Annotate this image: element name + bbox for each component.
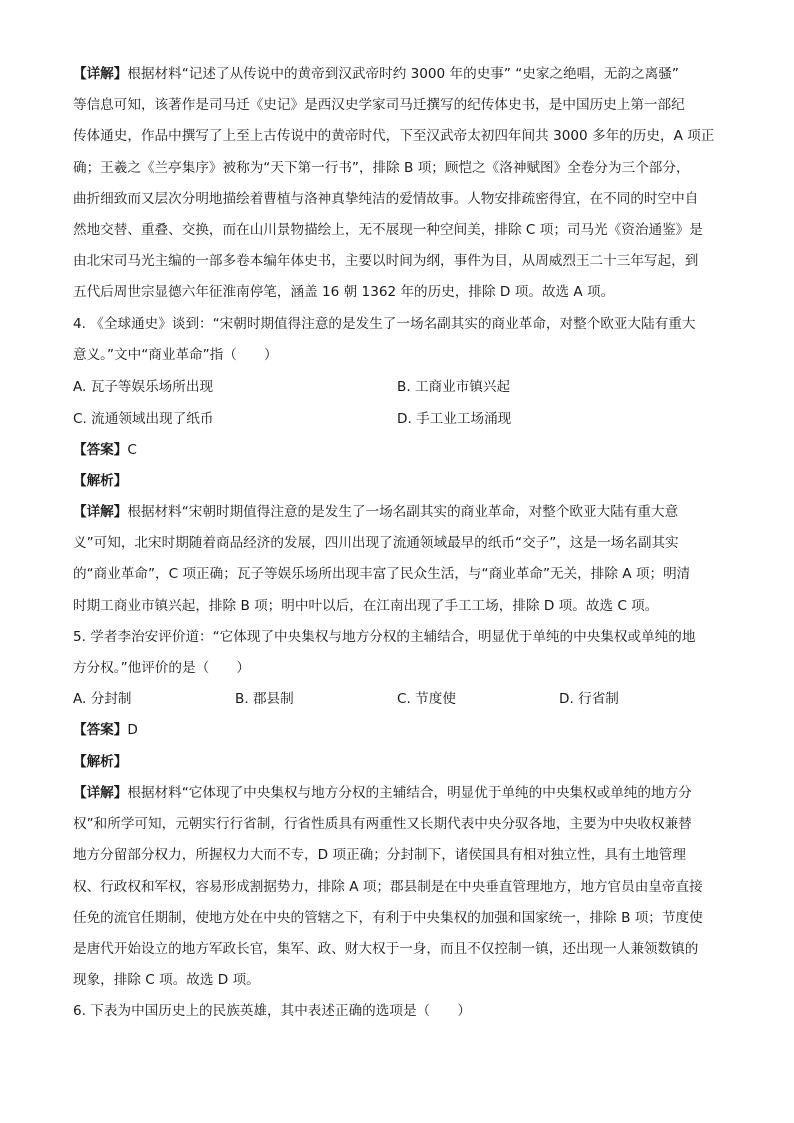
q3-detail-line: 确；王羲之《兰亭集序》被称为“天下第一行书”，排除 B 项；顾恺之《洛神赋图》全卷分为三个部分， <box>73 159 690 176</box>
q4-detail <box>73 497 721 622</box>
q5-detail-line: 任免的流官任期制，使地方处在中央的管辖之下，有利于中央集权的加强和国家统一，排除 B 项；节度使 <box>73 909 703 926</box>
q5-detail-line: 现象，排除 C 项。故选 D 项。 <box>73 972 260 989</box>
q5-detail-line: 权”和所学可知，元朝实行行省制，行省性质具有两重性又长期代表中央分驭各地，主要为中央收权兼替 <box>73 816 692 833</box>
q5-detail <box>73 778 721 996</box>
q4-detail-line: 【详解】根据材料“宋朝时期值得注意的是发生了一场名副其实的商业革命，对整个欧亚大陆有重大意 <box>73 504 679 520</box>
q5-detail-line: 【详解】根据材料“它体现了中央集权与地方分权的主辅结合，明显优于单纯的中央集权或单纯的地方分 <box>73 785 692 801</box>
q5-stem-line: 5. 学者李治安评价道：“它体现了中央集权与地方分权的主辅结合，明显优于单纯的中央集权或单纯的地 <box>73 629 696 645</box>
q4-option-b: B. 工商业市镇兴起 <box>397 379 511 395</box>
answer-tag: 【答案】 <box>73 722 128 738</box>
q5-option-c: C. 节度使 <box>397 691 456 707</box>
q3-detail-line: 【详解】根据材料“记述了从传说中的黄帝到汉武帝时约 3000 年的史事” “史家之绝唱，无韵之离骚” <box>73 66 679 82</box>
q5-answer <box>73 715 138 746</box>
q4-option-d: D. 手工业工场涌现 <box>397 411 512 427</box>
q4-stem-line: 4. 《全球通史》谈到：“宋朝时期值得注意的是发生了一场名副其实的商业革命，对整个欧亚大陆有重大 <box>73 316 696 332</box>
q4-detail-line: 时期工商业市镇兴起，排除 B 项；明中叶以后，在江南出现了手工工场，排除 D 项。故选 C 项。 <box>73 597 659 614</box>
q3-detail <box>73 59 721 309</box>
q5-stem-line: 方分权。”他评价的是（ ） <box>73 660 250 677</box>
q3-detail-line: 然地交替、重叠、交换，而在山川景物描绘上，无不展现一种空间美，排除 C 项；司马光《资治通鉴》是 <box>73 222 703 239</box>
q5-detail-line: 权、行政权和军权，容易形成割据势力，排除 A 项；郡县制是在中央垂直管理地方，地方官员由皇帝直接 <box>73 878 703 895</box>
q4-option-c: C. 流通领域出现了纸币 <box>73 411 214 427</box>
q5-option-a: A. 分封制 <box>73 691 132 707</box>
answer-value: C <box>127 442 137 458</box>
detail-tag: 【详解】 <box>73 66 128 82</box>
q5-option-b: B. 郡县制 <box>235 691 294 707</box>
q5-stem <box>73 622 721 684</box>
q3-detail-line: 由北宋司马光主编的一部多卷本编年体史书，主要以时间为纲，事件为目，从周威烈王二十三年写起，到 <box>73 253 699 270</box>
q5-analysis-tag: 【解析】 <box>73 754 128 770</box>
q4-detail-line: 的“商业革命”，C 项正确；瓦子等娱乐场所出现丰富了民众生活，与“商业革命”无关，排除 A 项；明清 <box>73 566 691 583</box>
q4-analysis-tag: 【解析】 <box>73 473 128 489</box>
q3-detail-line: 曲折细致而又层次分明地描绘着曹植与洛神真挚纯洁的爱情故事。人物安排疏密得宜，在不同的时空中自 <box>73 190 699 207</box>
q4-stem <box>73 309 721 371</box>
q4-stem-line: 意义。”文中“商业革命”指（ ） <box>73 347 278 364</box>
q5-detail-line: 地方分留部分权力，所握权力大而不专，D 项正确；分封制下，诸侯国具有相对独立性，具有土地管理 <box>73 847 686 864</box>
q5-detail-line: 是唐代开始设立的地方军政长官，集军、政、财大权于一身，而且不仅控制一镇，还出现一人兼领数镇的 <box>73 941 699 958</box>
q6-stem: 6. 下表为中国历史上的民族英雄，其中表述正确的选项是（ ） <box>73 1003 471 1019</box>
q3-detail-line: 传体通史，作品中撰写了上至上古传说中的黄帝时代，下至汉武帝太初四年间共 3000 多年的历史，A 项正 <box>73 128 715 145</box>
q4-answer <box>73 435 137 466</box>
detail-tag: 【详解】 <box>73 504 128 520</box>
answer-tag: 【答案】 <box>73 442 128 458</box>
detail-tag: 【详解】 <box>73 785 128 801</box>
q3-detail-line: 五代后周世宗显德六年征淮南停笔，涵盖 16 朝 1362 年的历史，排除 D 项。故选 A 项。 <box>73 284 615 301</box>
answer-value: D <box>127 722 138 738</box>
q3-detail-line: 等信息可知，该著作是司马迁《史记》是西汉史学家司马迁撰写的纪传体史书，是中国历史上第一部纪 <box>73 97 685 114</box>
q5-option-d: D. 行省制 <box>559 691 619 707</box>
q4-detail-line: 义”可知，北宋时期随着商品经济的发展，四川出现了流通领域最早的纸币“交子”，这是一场名副其实 <box>73 535 679 552</box>
q4-option-a: A. 瓦子等娱乐场所出现 <box>73 379 214 395</box>
